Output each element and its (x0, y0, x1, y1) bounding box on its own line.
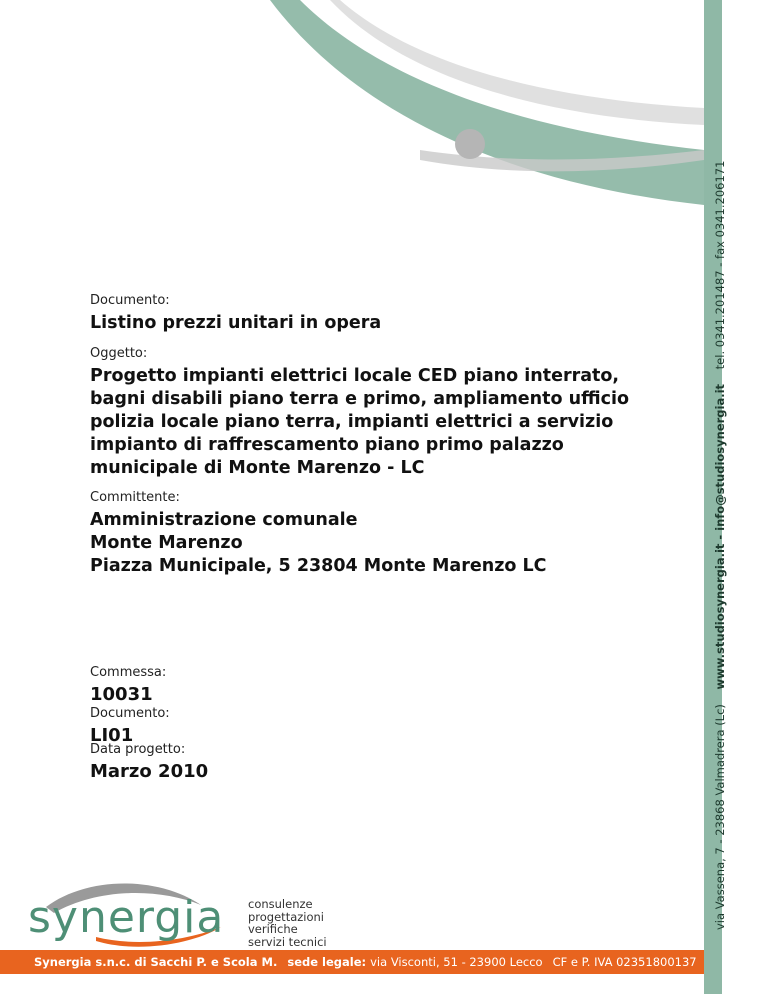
field-label-data-progetto: Data progetto: (90, 742, 186, 757)
grey-dot (455, 129, 485, 159)
service-item: servizi tecnici (248, 934, 327, 949)
service-item: consulenze (248, 897, 313, 911)
documento-code-value: LI01 (90, 725, 134, 746)
footer-sede-address: via Visconti, 51 - 23900 Lecco (370, 955, 543, 969)
logo-services (248, 898, 327, 948)
side-contact-text (713, 161, 727, 930)
field-label-commessa: Commessa: (90, 665, 167, 680)
oggetto-text (90, 365, 670, 480)
data-progetto-value: Marzo 2010 (90, 761, 209, 782)
oggetto-line: Progetto impianti elettrici locale CED piano interrato, (90, 366, 620, 386)
field-label-committente: Committente: (90, 490, 180, 505)
oggetto-line: polizia locale piano terra, impianti elettrici a servizio (90, 412, 614, 432)
oggetto-line: bagni disabili piano terra e primo, ampliamento ufficio (90, 389, 629, 409)
side-phone: tel. 0341.201487 - fax 0341.206171 (713, 160, 727, 370)
footer-company: Synergia s.n.c. di Sacchi P. e Scola M. (34, 955, 278, 969)
side-web-email: www.studiosynergia.it - info@studiosynergia.it (713, 383, 727, 690)
footer-sede-label: sede legale: (287, 955, 367, 969)
committente-text (90, 509, 670, 578)
commessa-value: 10031 (90, 684, 153, 705)
footer-tax: CF e P. IVA 02351800137 (552, 955, 697, 969)
field-label-oggetto: Oggetto: (90, 346, 148, 361)
field-label-documento-code: Documento: (90, 706, 170, 721)
side-address: via Vassena, 7 - 23868 Valmadrera (Lc) (713, 704, 727, 930)
logo-wordmark: synergia (28, 892, 225, 943)
service-item: verifiche (248, 922, 298, 936)
document-title: Listino prezzi unitari in opera (90, 313, 382, 333)
oggetto-line: municipale di Monte Marenzo - LC (90, 458, 425, 478)
committente-line: Amministrazione comunale (90, 510, 358, 530)
committente-line: Piazza Municipale, 5 23804 Monte Marenzo LC (90, 556, 547, 576)
oggetto-line: impianto di raffrescamento piano primo palazzo (90, 435, 564, 455)
service-item: progettazioni (248, 909, 325, 924)
footer-bar (0, 950, 704, 974)
committente-line: Monte Marenzo (90, 533, 243, 553)
field-label-documento: Documento: (90, 293, 170, 308)
